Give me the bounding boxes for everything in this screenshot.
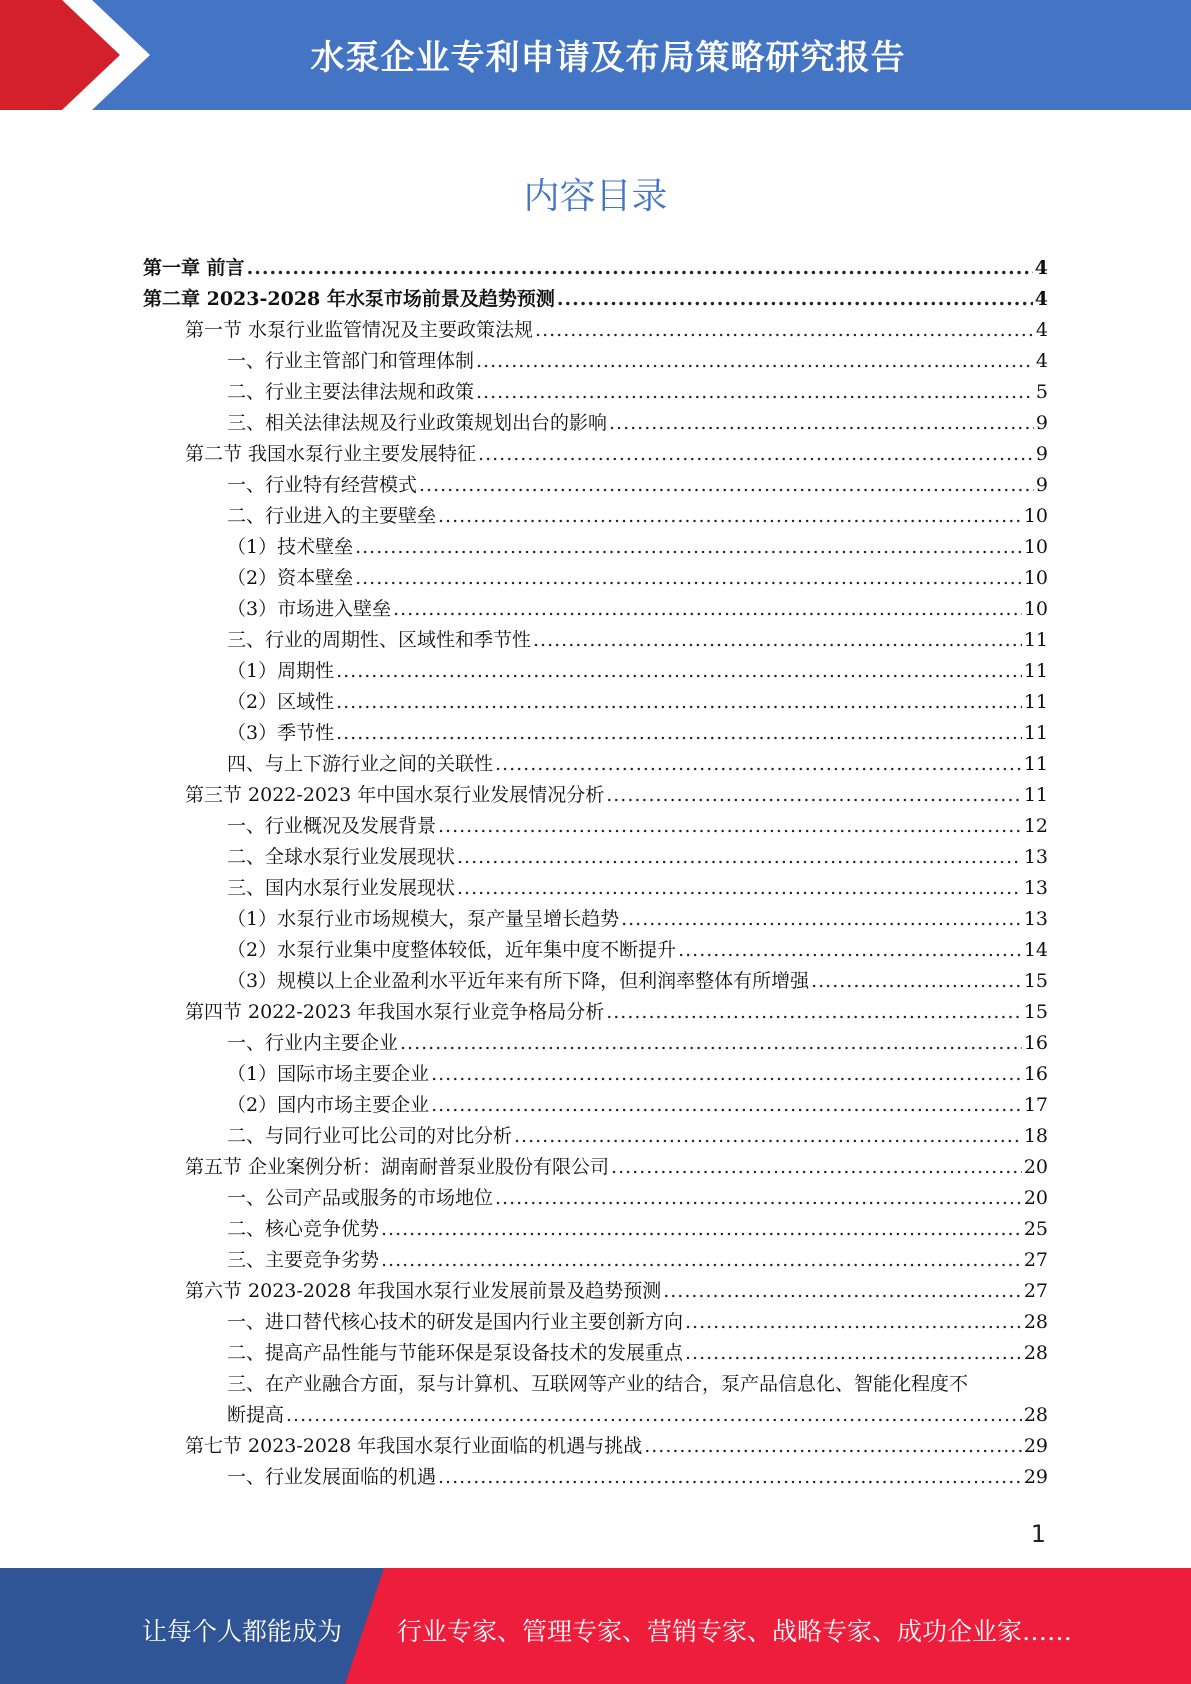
toc-subsection-entry[interactable] bbox=[143, 935, 1048, 966]
toc-page-number: 28 bbox=[1023, 1342, 1048, 1364]
toc-entry-label: （3）规模以上企业盈利水平近年来有所下降，但利润率整体有所增强 bbox=[227, 970, 810, 992]
toc-subsection-entry[interactable] bbox=[143, 1214, 1048, 1245]
toc-page-number: 18 bbox=[1023, 1125, 1048, 1147]
toc-entry-label: 三、主要竞争劣势 bbox=[227, 1249, 380, 1271]
toc-subsection-entry[interactable] bbox=[143, 1121, 1048, 1152]
toc-leader-dots bbox=[685, 1338, 1022, 1369]
toc-subsection-entry[interactable] bbox=[143, 656, 1048, 687]
toc-page-number: 10 bbox=[1023, 536, 1048, 558]
toc-leader-dots bbox=[606, 780, 1022, 811]
toc-section-entry[interactable] bbox=[143, 1152, 1048, 1183]
toc-subsection-entry[interactable] bbox=[143, 1307, 1048, 1338]
toc-page-number: 29 bbox=[1023, 1466, 1048, 1488]
toc-page-number: 17 bbox=[1023, 1094, 1048, 1116]
toc-entry-label: 三、国内水泵行业发展现状 bbox=[227, 877, 456, 899]
toc-entry-label: （2）水泵行业集中度整体较低，近年集中度不断提升 bbox=[227, 939, 677, 961]
toc-page-number: 5 bbox=[1035, 381, 1048, 403]
toc-subsection-entry[interactable] bbox=[143, 470, 1048, 501]
footer-slogan-right: 行业专家、管理专家、营销专家、战略专家、成功企业家…… bbox=[397, 1617, 1073, 1646]
toc-section-entry[interactable] bbox=[143, 439, 1048, 470]
toc-leader-dots bbox=[336, 718, 1022, 749]
toc-leader-dots bbox=[355, 563, 1022, 594]
toc-page-number: 25 bbox=[1023, 1218, 1048, 1240]
toc-leader-dots bbox=[535, 315, 1034, 346]
toc-leader-dots bbox=[393, 594, 1022, 625]
toc-leader-dots bbox=[457, 873, 1022, 904]
toc-page-number: 11 bbox=[1023, 691, 1048, 713]
toc-subsection-entry[interactable] bbox=[143, 532, 1048, 563]
toc-entry-label: 第六节 2023-2028 年我国水泵行业发展前景及趋势预测 bbox=[185, 1280, 662, 1302]
footer-banner bbox=[0, 1568, 1191, 1684]
toc-entry[interactable] bbox=[143, 1369, 1048, 1400]
toc-leader-dots bbox=[685, 1307, 1022, 1338]
toc-leader-dots bbox=[644, 1431, 1022, 1462]
toc-page-number: 28 bbox=[1023, 1404, 1048, 1426]
toc-entry-label: （1）水泵行业市场规模大，泵产量呈增长趋势 bbox=[227, 908, 620, 930]
toc-entry-label: 第二章 2023-2028 年水泵市场前景及趋势预测 bbox=[143, 288, 555, 310]
toc-chapter-entry[interactable] bbox=[143, 284, 1048, 315]
toc-subsection-entry[interactable] bbox=[143, 904, 1048, 935]
toc-entry-label: （2）区域性 bbox=[227, 691, 335, 713]
toc-page-number: 4 bbox=[1034, 288, 1048, 310]
toc-page-number: 11 bbox=[1023, 660, 1048, 682]
toc-entry-label: 第七节 2023-2028 年我国水泵行业面临的机遇与挑战 bbox=[185, 1435, 643, 1457]
toc-subsection-entry[interactable] bbox=[143, 625, 1048, 656]
toc-page-number: 16 bbox=[1023, 1063, 1048, 1085]
toc-page-number: 10 bbox=[1023, 505, 1048, 527]
toc-page-number: 4 bbox=[1034, 257, 1048, 279]
toc-entry-continuation[interactable] bbox=[143, 1400, 1048, 1431]
toc-leader-dots bbox=[533, 625, 1022, 656]
toc-leader-dots bbox=[419, 470, 1034, 501]
toc-entry-label: （3）市场进入壁垒 bbox=[227, 598, 392, 620]
toc-page-number: 27 bbox=[1023, 1280, 1048, 1302]
toc-entry-label: 二、提高产品性能与节能环保是泵设备技术的发展重点 bbox=[227, 1342, 684, 1364]
toc-entry-label: 二、行业主要法律法规和政策 bbox=[227, 381, 475, 403]
toc-entry-label: 三、在产业融合方面，泵与计算机、互联网等产业的结合，泵产品信息化、智能化程度不 bbox=[227, 1373, 969, 1395]
toc-leader-dots bbox=[286, 1400, 1022, 1431]
toc-section-entry[interactable] bbox=[143, 1431, 1048, 1462]
toc-leader-dots bbox=[247, 253, 1033, 284]
toc-page-number: 13 bbox=[1023, 846, 1048, 868]
toc-entry-label: 三、行业的周期性、区域性和季节性 bbox=[227, 629, 532, 651]
toc-page-number: 16 bbox=[1023, 1032, 1048, 1054]
toc-entry-label: 第二节 我国水泵行业主要发展特征 bbox=[185, 443, 477, 465]
toc-entry-label: 四、与上下游行业之间的关联性 bbox=[227, 753, 494, 775]
toc-page-number: 9 bbox=[1035, 443, 1048, 465]
toc-subsection-entry[interactable] bbox=[143, 1245, 1048, 1276]
toc-subsection-entry[interactable] bbox=[143, 594, 1048, 625]
toc-subsection-entry[interactable] bbox=[143, 1338, 1048, 1369]
toc-page-number: 10 bbox=[1023, 567, 1048, 589]
toc-leader-dots bbox=[336, 656, 1022, 687]
toc-page-number: 28 bbox=[1023, 1311, 1048, 1333]
toc-page-number: 20 bbox=[1023, 1187, 1048, 1209]
toc-leader-dots bbox=[457, 842, 1022, 873]
toc-subsection-entry[interactable] bbox=[143, 966, 1048, 997]
toc-leader-dots bbox=[336, 687, 1022, 718]
table-of-contents bbox=[143, 253, 1048, 1493]
toc-leader-dots bbox=[621, 904, 1022, 935]
toc-entry-label: 第五节 企业案例分析：湖南耐普泵业股份有限公司 bbox=[185, 1156, 610, 1178]
toc-chapter-entry[interactable] bbox=[143, 253, 1048, 284]
toc-page-number: 11 bbox=[1023, 629, 1048, 651]
toc-subsection-entry[interactable] bbox=[143, 563, 1048, 594]
toc-leader-dots bbox=[438, 1462, 1022, 1493]
toc-entry-label: （2）国内市场主要企业 bbox=[227, 1094, 430, 1116]
toc-entry-label: 一、行业特有经营模式 bbox=[227, 474, 418, 496]
toc-section-entry[interactable] bbox=[143, 315, 1048, 346]
toc-subsection-entry[interactable] bbox=[143, 1090, 1048, 1121]
toc-heading: 内容目录 bbox=[523, 176, 668, 217]
toc-entry-label: 一、行业主管部门和管理体制 bbox=[227, 350, 475, 372]
toc-leader-dots bbox=[431, 1090, 1022, 1121]
toc-entry-label: 二、行业进入的主要壁垒 bbox=[227, 505, 437, 527]
toc-leader-dots bbox=[606, 997, 1022, 1028]
toc-leader-dots bbox=[476, 346, 1034, 377]
toc-page-number: 9 bbox=[1035, 474, 1048, 496]
toc-entry-label: 二、与同行业可比公司的对比分析 bbox=[227, 1125, 513, 1147]
toc-entry-label: 一、行业发展面临的机遇 bbox=[227, 1466, 437, 1488]
toc-page-number: 10 bbox=[1023, 598, 1048, 620]
toc-subsection-entry[interactable] bbox=[143, 377, 1048, 408]
report-title: 水泵企业专利申请及布局策略研究报告 bbox=[310, 38, 906, 78]
toc-page-number: 11 bbox=[1023, 753, 1048, 775]
toc-page-number: 4 bbox=[1035, 319, 1048, 341]
toc-page-number: 11 bbox=[1023, 722, 1048, 744]
toc-page-number: 20 bbox=[1023, 1156, 1048, 1178]
toc-entry-label: （1）周期性 bbox=[227, 660, 335, 682]
toc-entry-label: 第四节 2022-2023 年我国水泵行业竞争格局分析 bbox=[185, 1001, 605, 1023]
toc-page-number: 12 bbox=[1023, 815, 1048, 837]
toc-leader-dots bbox=[609, 408, 1034, 439]
toc-leader-dots bbox=[381, 1214, 1022, 1245]
toc-leader-dots bbox=[663, 1276, 1022, 1307]
toc-subsection-entry[interactable] bbox=[143, 1028, 1048, 1059]
toc-entry-label: 三、相关法律法规及行业政策规划出台的影响 bbox=[227, 412, 608, 434]
toc-subsection-entry[interactable] bbox=[143, 346, 1048, 377]
toc-entry-label: 第三节 2022-2023 年中国水泵行业发展情况分析 bbox=[185, 784, 605, 806]
toc-page-number: 27 bbox=[1023, 1249, 1048, 1271]
toc-leader-dots bbox=[557, 284, 1033, 315]
toc-subsection-entry[interactable] bbox=[143, 718, 1048, 749]
footer-slogan-left: 让每个人都能成为 bbox=[142, 1617, 343, 1646]
toc-entry-label: （1）国际市场主要企业 bbox=[227, 1063, 430, 1085]
toc-leader-dots bbox=[678, 935, 1022, 966]
toc-subsection-entry[interactable] bbox=[143, 749, 1048, 780]
toc-leader-dots bbox=[438, 811, 1022, 842]
toc-page-number: 11 bbox=[1023, 784, 1048, 806]
toc-page-number: 9 bbox=[1035, 412, 1048, 434]
toc-subsection-entry[interactable] bbox=[143, 501, 1048, 532]
toc-section-entry[interactable] bbox=[143, 780, 1048, 811]
toc-subsection-entry[interactable] bbox=[143, 842, 1048, 873]
toc-subsection-entry[interactable] bbox=[143, 1183, 1048, 1214]
toc-leader-dots bbox=[400, 1028, 1022, 1059]
toc-leader-dots bbox=[355, 532, 1022, 563]
toc-entry-label: 一、行业概况及发展背景 bbox=[227, 815, 437, 837]
toc-entry-label: 一、进口替代核心技术的研发是国内行业主要创新方向 bbox=[227, 1311, 684, 1333]
toc-entry-label: 二、全球水泵行业发展现状 bbox=[227, 846, 456, 868]
toc-page-number: 4 bbox=[1035, 350, 1048, 372]
toc-subsection-entry[interactable] bbox=[143, 811, 1048, 842]
toc-entry-label: 断提高 bbox=[227, 1404, 285, 1426]
toc-section-entry[interactable] bbox=[143, 997, 1048, 1028]
toc-leader-dots bbox=[495, 1183, 1022, 1214]
toc-leader-dots bbox=[811, 966, 1022, 997]
toc-page-number: 14 bbox=[1023, 939, 1048, 961]
toc-page-number: 13 bbox=[1023, 908, 1048, 930]
toc-entry-label: 二、核心竞争优势 bbox=[227, 1218, 380, 1240]
toc-page-number: 15 bbox=[1023, 1001, 1048, 1023]
toc-entry-label: 一、行业内主要企业 bbox=[227, 1032, 399, 1054]
toc-leader-dots bbox=[381, 1245, 1022, 1276]
toc-leader-dots bbox=[476, 377, 1034, 408]
toc-leader-dots bbox=[438, 501, 1022, 532]
toc-page-number: 13 bbox=[1023, 877, 1048, 899]
toc-leader-dots bbox=[431, 1059, 1022, 1090]
toc-entry-label: 一、公司产品或服务的市场地位 bbox=[227, 1187, 494, 1209]
toc-leader-dots bbox=[495, 749, 1022, 780]
toc-subsection-entry[interactable] bbox=[143, 408, 1048, 439]
toc-page-number: 29 bbox=[1023, 1435, 1048, 1457]
toc-entry-label: （3）季节性 bbox=[227, 722, 335, 744]
toc-entry-label: （1）技术壁垒 bbox=[227, 536, 354, 558]
toc-entry-label: 第一节 水泵行业监管情况及主要政策法规 bbox=[185, 319, 534, 341]
toc-subsection-entry[interactable] bbox=[143, 687, 1048, 718]
toc-entry-label: 第一章 前言 bbox=[143, 257, 245, 279]
toc-subsection-entry[interactable] bbox=[143, 1059, 1048, 1090]
toc-leader-dots bbox=[514, 1121, 1022, 1152]
toc-page-number: 15 bbox=[1023, 970, 1048, 992]
header-banner bbox=[0, 0, 1191, 110]
page-number: 1 bbox=[1030, 1520, 1046, 1548]
toc-subsection-entry[interactable] bbox=[143, 873, 1048, 904]
toc-entry-label: （2）资本壁垒 bbox=[227, 567, 354, 589]
toc-section-entry[interactable] bbox=[143, 1276, 1048, 1307]
toc-leader-dots bbox=[611, 1152, 1022, 1183]
toc-subsection-entry[interactable] bbox=[143, 1462, 1048, 1493]
toc-leader-dots bbox=[478, 439, 1034, 470]
